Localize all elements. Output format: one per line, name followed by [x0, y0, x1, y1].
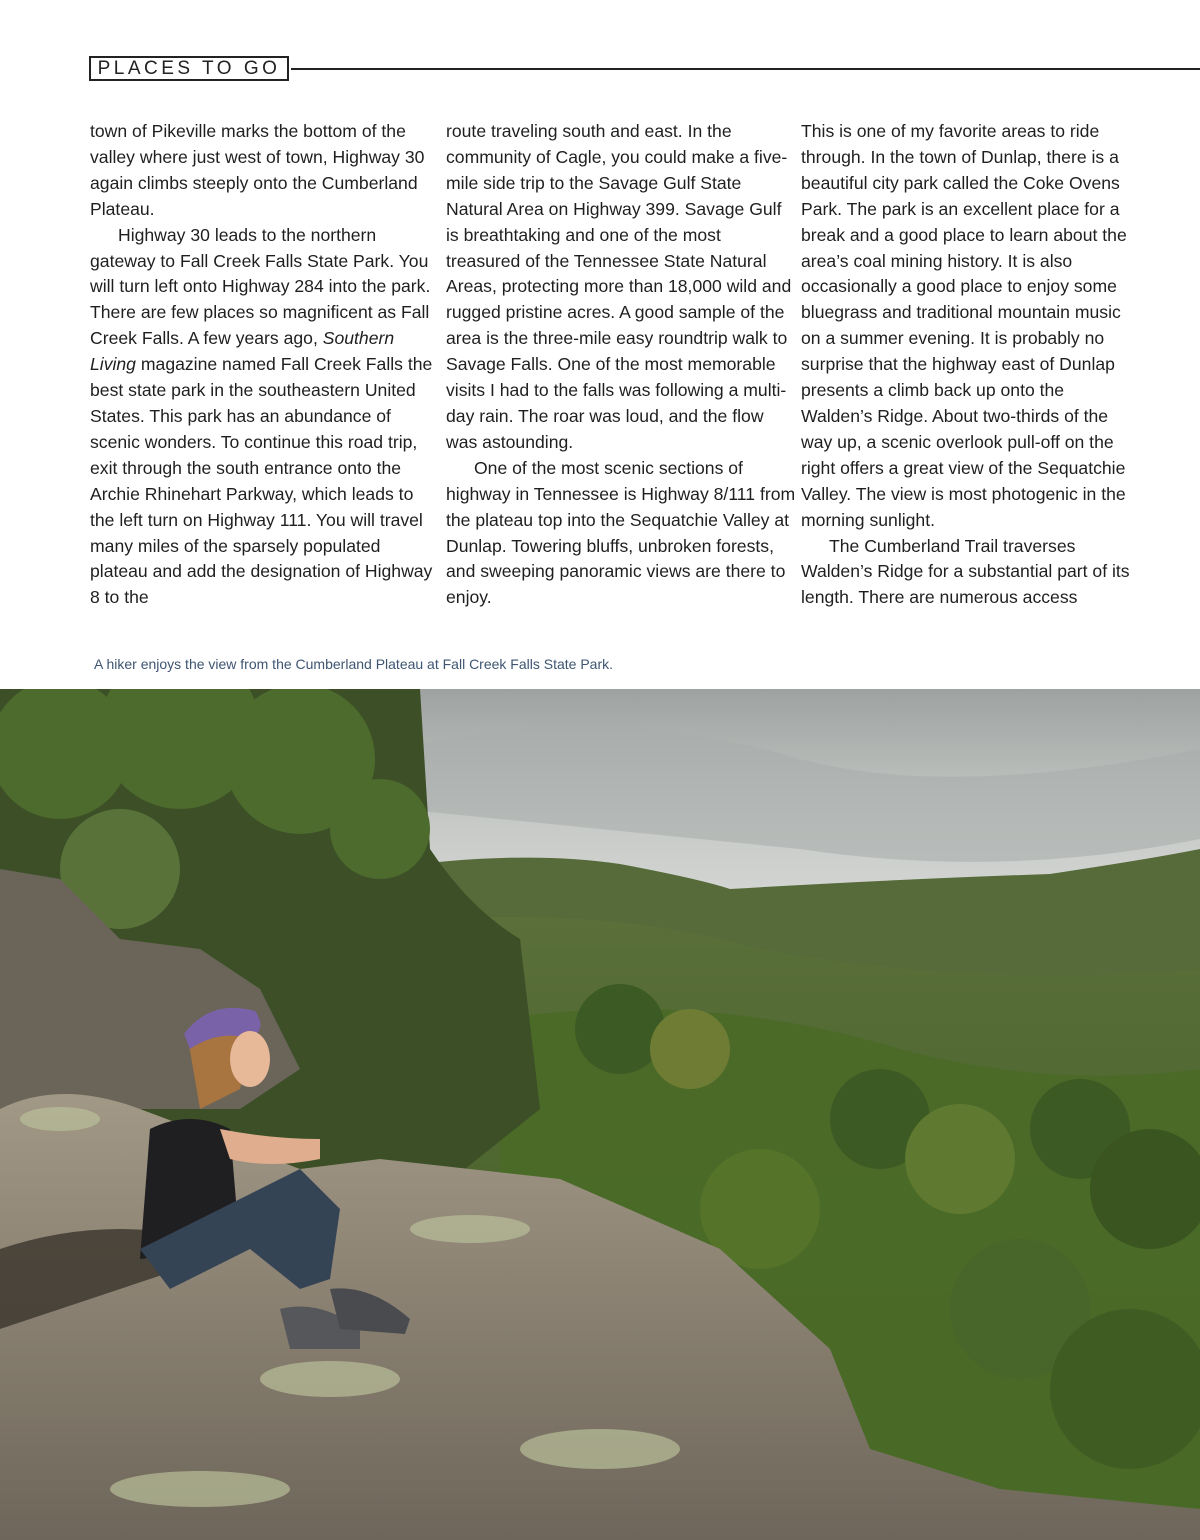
paragraph-text: magazine named Fall Creek Falls the best state park in the southeastern United States. This park has an abundance of scenic wonders. To continue this road trip, exit through the south entrance onto the Archie Rhinehart Parkway, which leads to the left turn on Highway 111. You will travel many miles of the sparsely populated plateau and add the designation of Highway 8 to the	[90, 354, 433, 608]
article-column-1	[90, 119, 440, 611]
magazine-title: Southern Living	[90, 328, 395, 375]
hiker-face	[230, 1031, 270, 1087]
paragraph-text: Highway 30 leads to the northern gateway to Fall Creek Falls State Park. You will turn left onto Highway 284 into the park. There are few places so magnificent as Fall Creek Falls. A few years ago,	[90, 224, 431, 349]
paragraph	[90, 223, 440, 612]
hiker-photo	[0, 689, 1200, 1540]
header-rule	[291, 68, 1200, 70]
article-column-2	[446, 119, 796, 611]
paragraph: One of the most scenic sections of highway in Tennessee is Highway 8/111 from the plateau top into the Sequatchie Valley at Dunlap. Towering bluffs, unbroken forests, and sweeping panoramic views are there to enjoy.	[446, 457, 796, 608]
paragraph: town of Pikeville marks the bottom of the valley where just west of town, Highway 30 again climbs steeply onto the Cumberland Plateau.	[90, 121, 425, 219]
paragraph: route traveling south and east. In the community of Cagle, you could make a five-mile side trip to the Savage Gulf State Natural Area on Highway 399. Savage Gulf is breathtaking and one of the most treasured of the Tennessee State Natural Areas, protecting more than 18,000 wild and rugged pristine acres. A good sample of the area is the three-mile easy roundtrip walk to Savage Falls. One of the most memorable visits I had to the falls was following a multi-day rain. The roar was loud, and the flow was astounding.	[446, 121, 792, 452]
paragraph: This is one of my favorite areas to ride through. In the town of Dunlap, there is a beautiful city park called the Coke Ovens Park. The park is an excellent place for a break and a good place to learn about the area’s coal mining history. It is also occasionally a good place to enjoy some bluegrass and traditional mountain music on a summer evening. It is probably no surprise that the highway east of Dunlap presents a climb back up onto the Walden’s Ridge. About two-thirds of the way up, a scenic overlook pull-off on the right offers a great view of the Sequatchie Valley. The view is most photogenic in the morning sunlight.	[801, 121, 1127, 530]
paragraph: The Cumberland Trail traverses Walden’s Ridge for a substantial part of its length. There are numerous access	[801, 535, 1130, 608]
section-tag: PLACES TO GO	[89, 56, 289, 81]
article-column-3	[801, 119, 1131, 611]
photo-caption: A hiker enjoys the view from the Cumberland Plateau at Fall Creek Falls State Park.	[94, 656, 614, 672]
